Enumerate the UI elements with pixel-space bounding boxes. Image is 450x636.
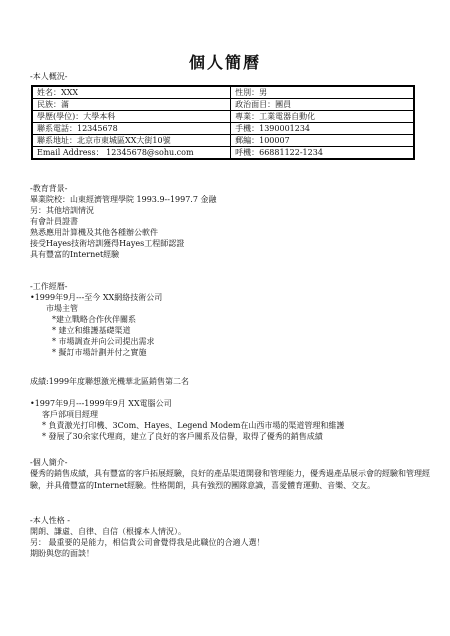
- job1-title: 市場主管: [46, 304, 78, 313]
- education-line: 畢業院校：山東經濟管理學院 1993.9--1997.7 金融: [30, 195, 217, 204]
- job1-duty: *建立戰略合作伙伴關系: [52, 315, 136, 324]
- gender-cell: 性別：男: [231, 86, 414, 99]
- section-education-heading: -教育背景-: [30, 184, 68, 193]
- table-row: [32, 99, 414, 111]
- basic-info-table: [31, 85, 415, 160]
- ethnicity-cell: 民族：滿: [32, 99, 231, 111]
- education-line: 另：其他培訓情況: [30, 206, 94, 215]
- job2-duty: * 發展了30余家代理商，建立了良好的客戶關系及信譽，取得了優秀的銷售成績: [42, 432, 323, 441]
- achievement-block: [30, 376, 440, 387]
- section-basic-heading: -本人概況-: [30, 72, 68, 81]
- table-row: [32, 147, 414, 160]
- table-row: [32, 111, 414, 123]
- job2-period: •1997年9月---1999年9月 XX電腦公司: [30, 399, 172, 408]
- section-character-heading: -本人性格 -: [30, 516, 70, 525]
- education-line: 接受Hayes技術培訓獲得Hayes工程師認證: [30, 239, 185, 248]
- table-row: [32, 135, 414, 147]
- major-cell: 專業：工業電器自動化: [231, 111, 414, 123]
- table-row: [32, 86, 414, 99]
- mobile-cell: 手機：1390001234: [231, 123, 414, 135]
- email-cell: Email Address： 12345678@sohu.com: [32, 147, 231, 160]
- degree-cell: 學歷(學位)：大學本科: [32, 111, 231, 123]
- page-title: 個人簡曆: [188, 53, 261, 72]
- job2-block: [30, 398, 440, 442]
- political-cell: 政治面目：團員: [231, 99, 414, 111]
- education-block: [30, 183, 440, 260]
- intro-block: [30, 457, 440, 492]
- section-work-heading: -工作經曆-: [30, 282, 68, 291]
- table-row: [32, 123, 414, 135]
- education-line: 有會計員證書: [30, 217, 78, 226]
- work-block: [30, 281, 440, 358]
- job1-duty: * 市場調查并向公司提出需求: [52, 337, 155, 346]
- postcode-cell: 郵編：100007: [231, 135, 414, 147]
- phone-cell: 聯系電話：12345678: [32, 123, 231, 135]
- job2-duty: * 負責激光打印機、3Com、Hayes、Legend Modem在山西市場的渠道管理和維護: [42, 421, 345, 430]
- character-line: 開朗、謙虛、自律、自信（根據本人情況）。: [30, 527, 186, 536]
- job1-duty: * 擬訂市場計劃并付之實施: [52, 348, 147, 357]
- intro-text: 優秀的銷售成績，具有豐富的客戶拓展經驗，良好的產品渠道開發和管理能力，優秀過產品展示會的經驗和管理經驗，并具備豐富的Internet經驗。性格開朗，具有強烈的團隊意識，喜愛體育運動、音樂、交友。: [30, 469, 430, 490]
- pager-cell: 呼機：66881122-1234: [231, 147, 414, 160]
- job2-title: 客戶部項目經理: [42, 410, 98, 419]
- name-cell: 姓名：XXX: [32, 86, 231, 99]
- section-intro-heading: -個人簡介-: [30, 458, 68, 467]
- character-line: 期盼與您的面談！: [30, 549, 94, 558]
- character-block: [30, 515, 440, 559]
- job1-duty: * 建立和維護基礎渠道: [52, 326, 131, 335]
- character-line: 另： 最重要的是能力，相信貴公司會覺得我是此職位的合適人選！: [30, 538, 265, 547]
- achievement-line: 成績:1999年度聯想激光機華北區銷售第二名: [30, 377, 190, 386]
- education-line: 具有豐富的Internet經驗: [30, 250, 120, 259]
- job1-period: •1999年9月---至今 XX網絡技術公司: [30, 293, 163, 302]
- education-line: 熟悉應用計算機及其他各種辦公軟件: [30, 228, 158, 237]
- address-cell: 聯系地址：北京市東城區XX大街10號: [32, 135, 231, 147]
